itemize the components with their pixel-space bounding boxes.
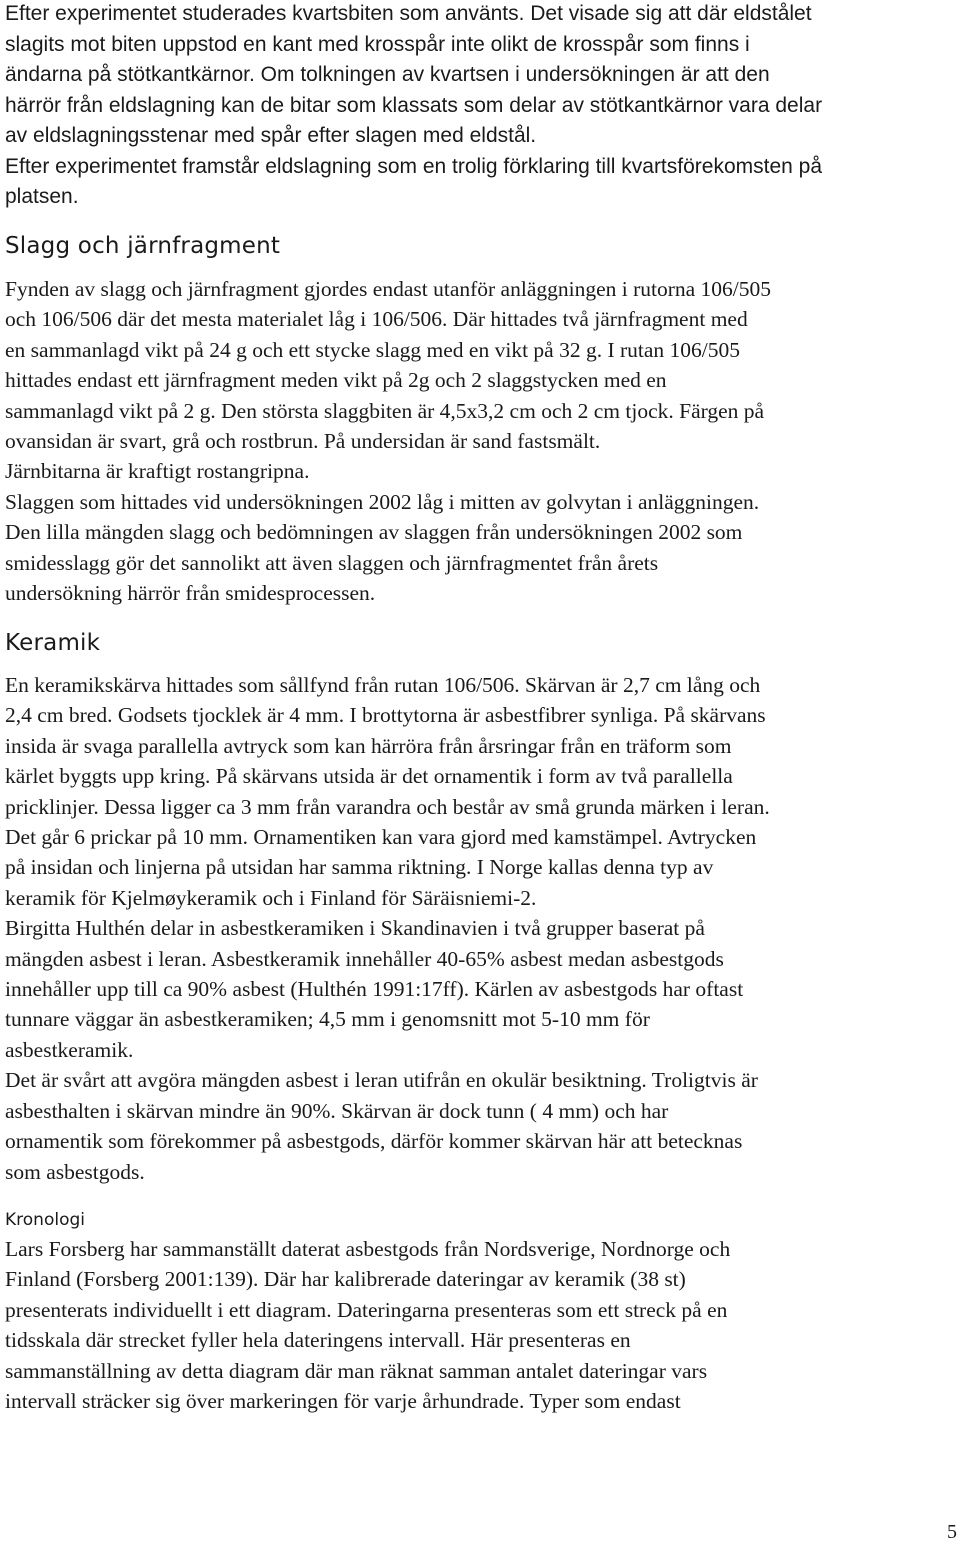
text-line: innehåller upp till ca 90% asbest (Hulthén 1991:17ff). Kärlen av asbestgods har oftast xyxy=(5,977,744,1002)
text-line: asbestkeramik. xyxy=(5,1037,134,1062)
text-line: sammanlagd vikt på 2 g. Den största slaggbiten är 4,5x3,2 cm och 2 cm tjock. Färgen på xyxy=(5,398,765,423)
section-heading-kronologi: Kronologi xyxy=(5,1210,85,1230)
text-line: ovansidan är svart, grå och rostbrun. På undersidan är sand fastsmält. xyxy=(5,429,601,454)
text-line: på insidan och linjerna på utsidan har samma riktning. I Norge kallas denna typ av xyxy=(5,855,714,880)
text-line: kärlet byggts upp kring. På skärvans utsida är det ornamentik i form av två parallella xyxy=(5,764,733,789)
text-line: ornamentik som förekommer på asbestgods, därför kommer skärvan här att betecknas xyxy=(5,1129,743,1154)
text-line: platsen. xyxy=(5,185,79,208)
text-line: som asbestgods. xyxy=(5,1159,145,1184)
slagg-paragraph xyxy=(5,274,771,608)
text-line: Det går 6 prickar på 10 mm. Ornamentiken kan vara gjord med kamstämpel. Avtrycken xyxy=(5,825,757,850)
text-line: smidesslagg gör det sannolikt att även slaggen och järnfragmentet från årets xyxy=(5,550,659,575)
kronologi-paragraph xyxy=(5,1234,730,1416)
text-line: Efter experimentet framstår eldslagning som en trolig förklaring till kvartsförekomsten på xyxy=(5,154,823,178)
text-line: Järnbitarna är kraftigt rostangripna. xyxy=(5,459,310,484)
text-line: slagits mot biten uppstod en kant med krosspår inte olikt de krosspår som finns i xyxy=(5,32,750,56)
text-line: ändarna på stötkantkärnor. Om tolkningen av kvartsen i undersökningen är att den xyxy=(5,63,770,86)
text-line: insida är svaga parallella avtryck som kan härröra från årsringar från en träform som xyxy=(5,733,732,758)
text-line: Slaggen som hittades vid undersökningen 2002 låg i mitten av golvytan i anläggningen. xyxy=(5,489,760,514)
text-line: av eldslagningsstenar med spår efter slagen med eldstål. xyxy=(5,124,537,147)
text-line: tunnare väggar än asbestkeramiken; 4,5 mm i genomsnitt mot 5-10 mm för xyxy=(5,1007,650,1032)
intro-paragraph xyxy=(5,0,822,213)
text-line: En keramikskärva hittades som sållfynd från rutan 106/506. Skärvan är 2,7 cm lång och xyxy=(5,673,761,697)
text-line: presenterats individuellt i ett diagram. Dateringarna presenteras som ett streck på en xyxy=(5,1297,728,1322)
text-line: Den lilla mängden slagg och bedömningen av slaggen från undersökningen 2002 som xyxy=(5,520,743,545)
text-line: tidsskala där strecket fyller hela dateringens intervall. Här presenteras en xyxy=(5,1328,631,1353)
text-line: Lars Forsberg har sammanställt daterat asbestgods från Nordsverige, Nordnorge och xyxy=(5,1237,731,1261)
text-line: Det är svårt att avgöra mängden asbest i leran utifrån en okulär besiktning. Troligtvis är xyxy=(5,1068,758,1093)
text-line: mängden asbest i leran. Asbestkeramik innehåller 40-65% asbest medan asbestgods xyxy=(5,946,724,971)
keramik-paragraph xyxy=(5,670,770,1187)
text-line: hittades endast ett järnfragment meden vikt på 2g och 2 slaggstycken med en xyxy=(5,368,667,393)
text-line: pricklinjer. Dessa ligger ca 3 mm från varandra och består av små grunda märken i leran. xyxy=(5,794,770,819)
text-line: asbesthalten i skärvan mindre än 90%. Skärvan är dock tunn ( 4 mm) och har xyxy=(5,1098,669,1123)
text-line: Efter experimentet studerades kvartsbiten som använts. Det visade sig att där eldstålet xyxy=(5,2,812,25)
section-heading-keramik: Keramik xyxy=(5,630,101,656)
text-line: Birgitta Hulthén delar in asbestkeramiken i Skandinavien i två grupper baserat på xyxy=(5,916,705,941)
section-heading-slagg: Slagg och järnfragment xyxy=(5,233,281,259)
text-line: Fynden av slagg och järnfragment gjordes endast utanför anläggningen i rutorna 106/505 xyxy=(5,277,772,301)
text-line: en sammanlagd vikt på 24 g och ett stycke slagg med en vikt på 32 g. I rutan 106/505 xyxy=(5,337,741,362)
text-line: 2,4 cm bred. Godsets tjocklek är 4 mm. I brottytorna är asbestfibrer synliga. På skärvans xyxy=(5,703,766,728)
text-line: undersökning härrör från smidesprocessen. xyxy=(5,581,376,606)
text-line: keramik för Kjelmøykeramik och i Finland för Säräisniemi-2. xyxy=(5,885,537,910)
text-line: härrör från eldslagning kan de bitar som klassats som delar av stötkantkärnor vara delar xyxy=(5,93,823,117)
text-line: intervall sträcker sig över markeringen för varje århundrade. Typer som endast xyxy=(5,1389,681,1414)
text-line: och 106/506 där det mesta materialet låg i 106/506. Där hittades två järnfragment med xyxy=(5,307,748,332)
page-number: 5 xyxy=(947,1521,957,1543)
text-line: Finland (Forsberg 2001:139). Där har kalibrerade dateringar av keramik (38 st) xyxy=(5,1267,686,1292)
text-line: sammanställning av detta diagram där man räknat samman antalet dateringar vars xyxy=(5,1358,708,1383)
